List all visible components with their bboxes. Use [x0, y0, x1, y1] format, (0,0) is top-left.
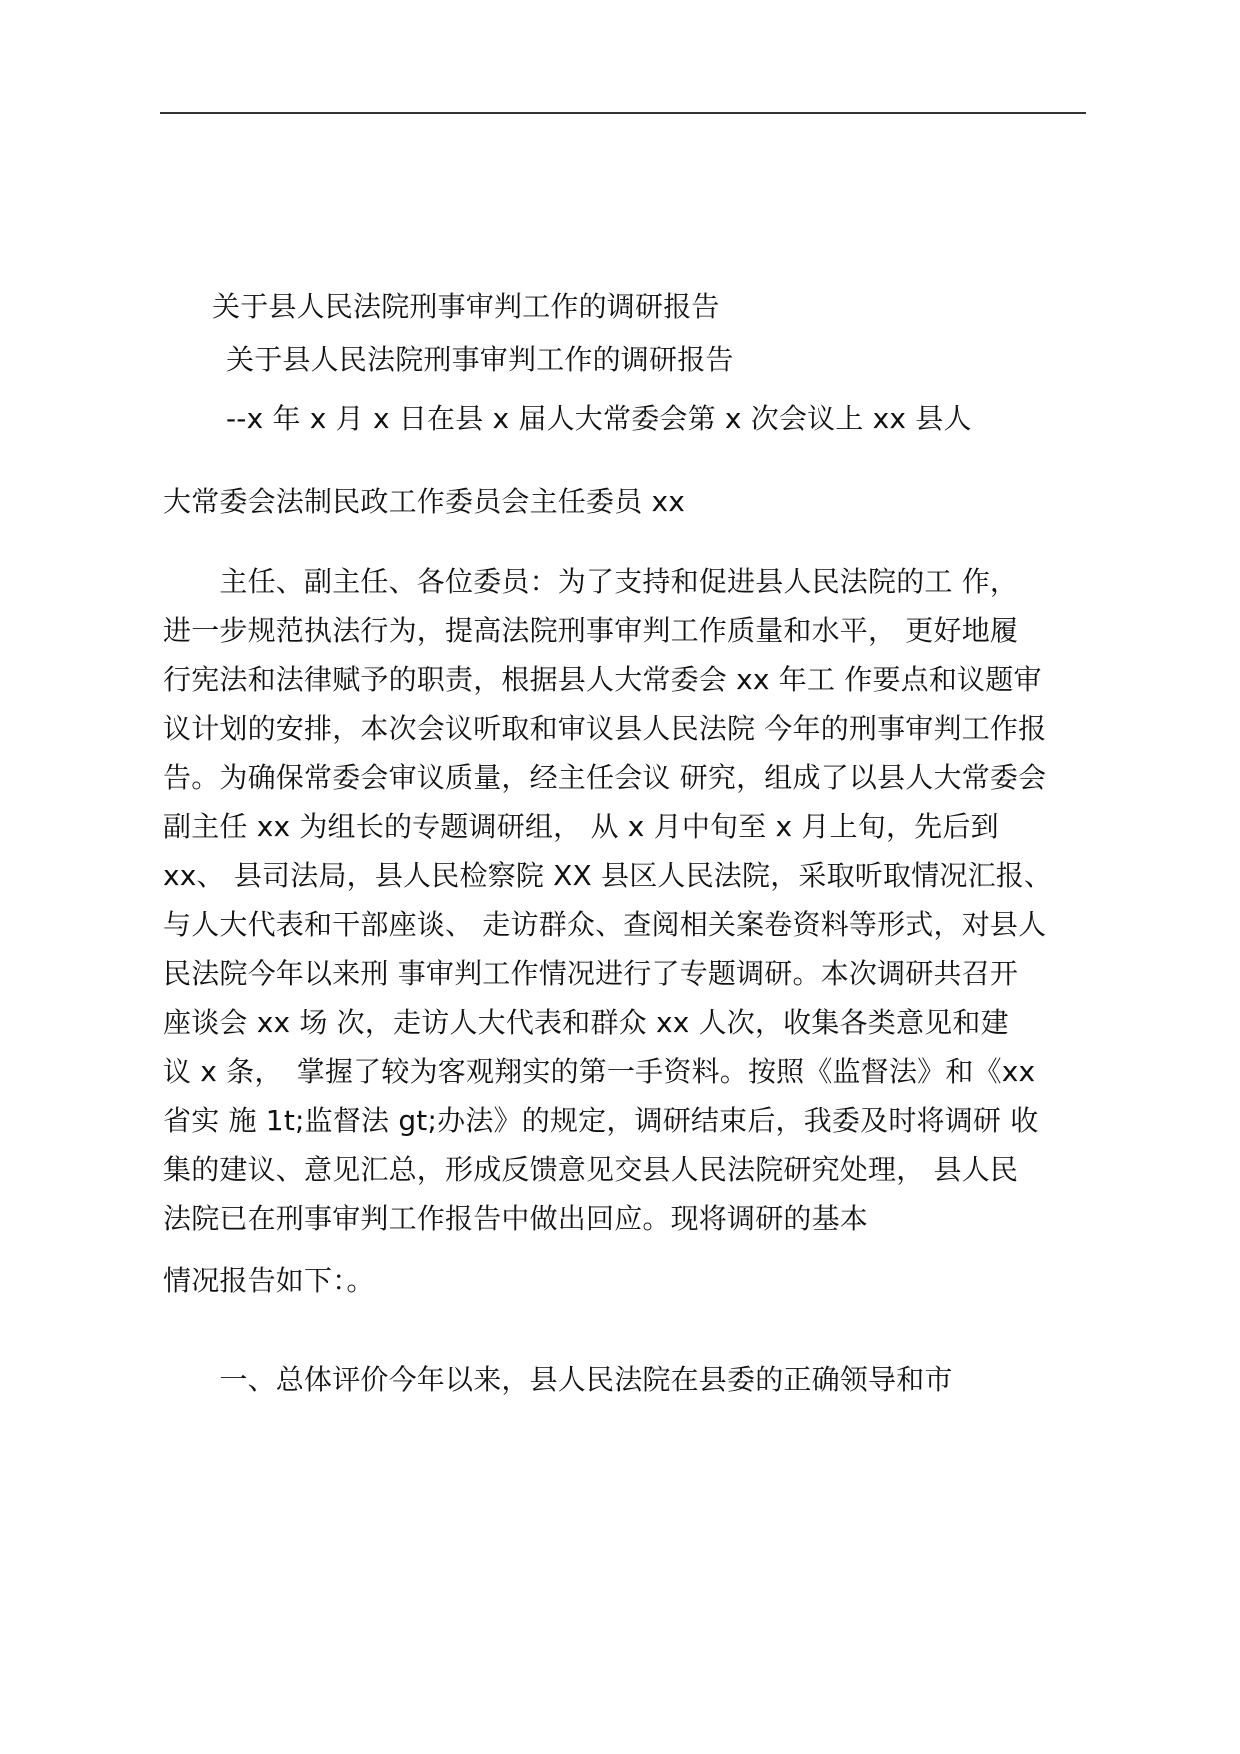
subtitle-line: --x 年 x 月 x 日在县 x 届人大常委会第 x 次会议上 xx 县人	[226, 402, 972, 435]
section-heading: 一、总体评价今年以来，县人民法院在县委的正确领导和市	[163, 1363, 953, 1396]
body-line: 座谈会 xx 场 次，走访人大代表和群众 xx 人次，收集各类意见和建	[163, 1006, 1009, 1039]
body-line: 副主任 xx 为组长的专题调研组， 从 x 月中旬至 x 月上旬，先后到	[163, 810, 999, 843]
body-line: 议计划的安排，本次会议听取和审议县人民法院 今年的刑事审判工作报	[163, 712, 1047, 745]
body-line: 议 x 条， 掌握了较为客观翔实的第一手资料。按照《监督法》和《xx	[163, 1055, 1036, 1088]
closing-line: 情况报告如下：。	[163, 1264, 375, 1297]
body-line: 省实 施 1t;监督法 gt;办法》的规定，调研结束后，我委及时将调研 收	[163, 1104, 1039, 1137]
body-line: xx、 县司法局，县人民检察院 XX 县区人民法院，采取听取情况汇报、	[163, 859, 1053, 892]
body-line: 民法院今年以来刑 事审判工作情况进行了专题调研。本次调研共召开	[163, 957, 1019, 990]
body-line: 主任、副主任、各位委员：为了支持和促进县人民法院的工 作，	[163, 565, 1019, 598]
subtitle-line: 大常委会法制民政工作委员会主任委员 xx	[163, 485, 686, 518]
body-line: 与人大代表和干部座谈、 走访群众、查阅相关案卷资料等形式，对县人	[163, 908, 1047, 941]
body-line: 集的建议、意见汇总，形成反馈意见交县人民法院研究处理， 县人民	[163, 1153, 1019, 1186]
body-line: 进一步规范执法行为，提高法院刑事审判工作质量和水平， 更好地履	[163, 614, 1019, 647]
body-line: 行宪法和法律赋予的职责，根据县人大常委会 xx 年工 作要点和议题审	[163, 663, 1042, 696]
report-title: 关于县人民法院刑事审判工作的调研报告	[226, 343, 734, 376]
body-line: 法院已在刑事审判工作报告中做出回应。现将调研的基本	[163, 1202, 869, 1235]
header-rule	[160, 112, 1086, 114]
header-title: 关于县人民法院刑事审判工作的调研报告	[212, 290, 720, 323]
body-line: 告。为确保常委会审议质量，经主任会议 研究，组成了以县人大常委会	[163, 761, 1047, 794]
